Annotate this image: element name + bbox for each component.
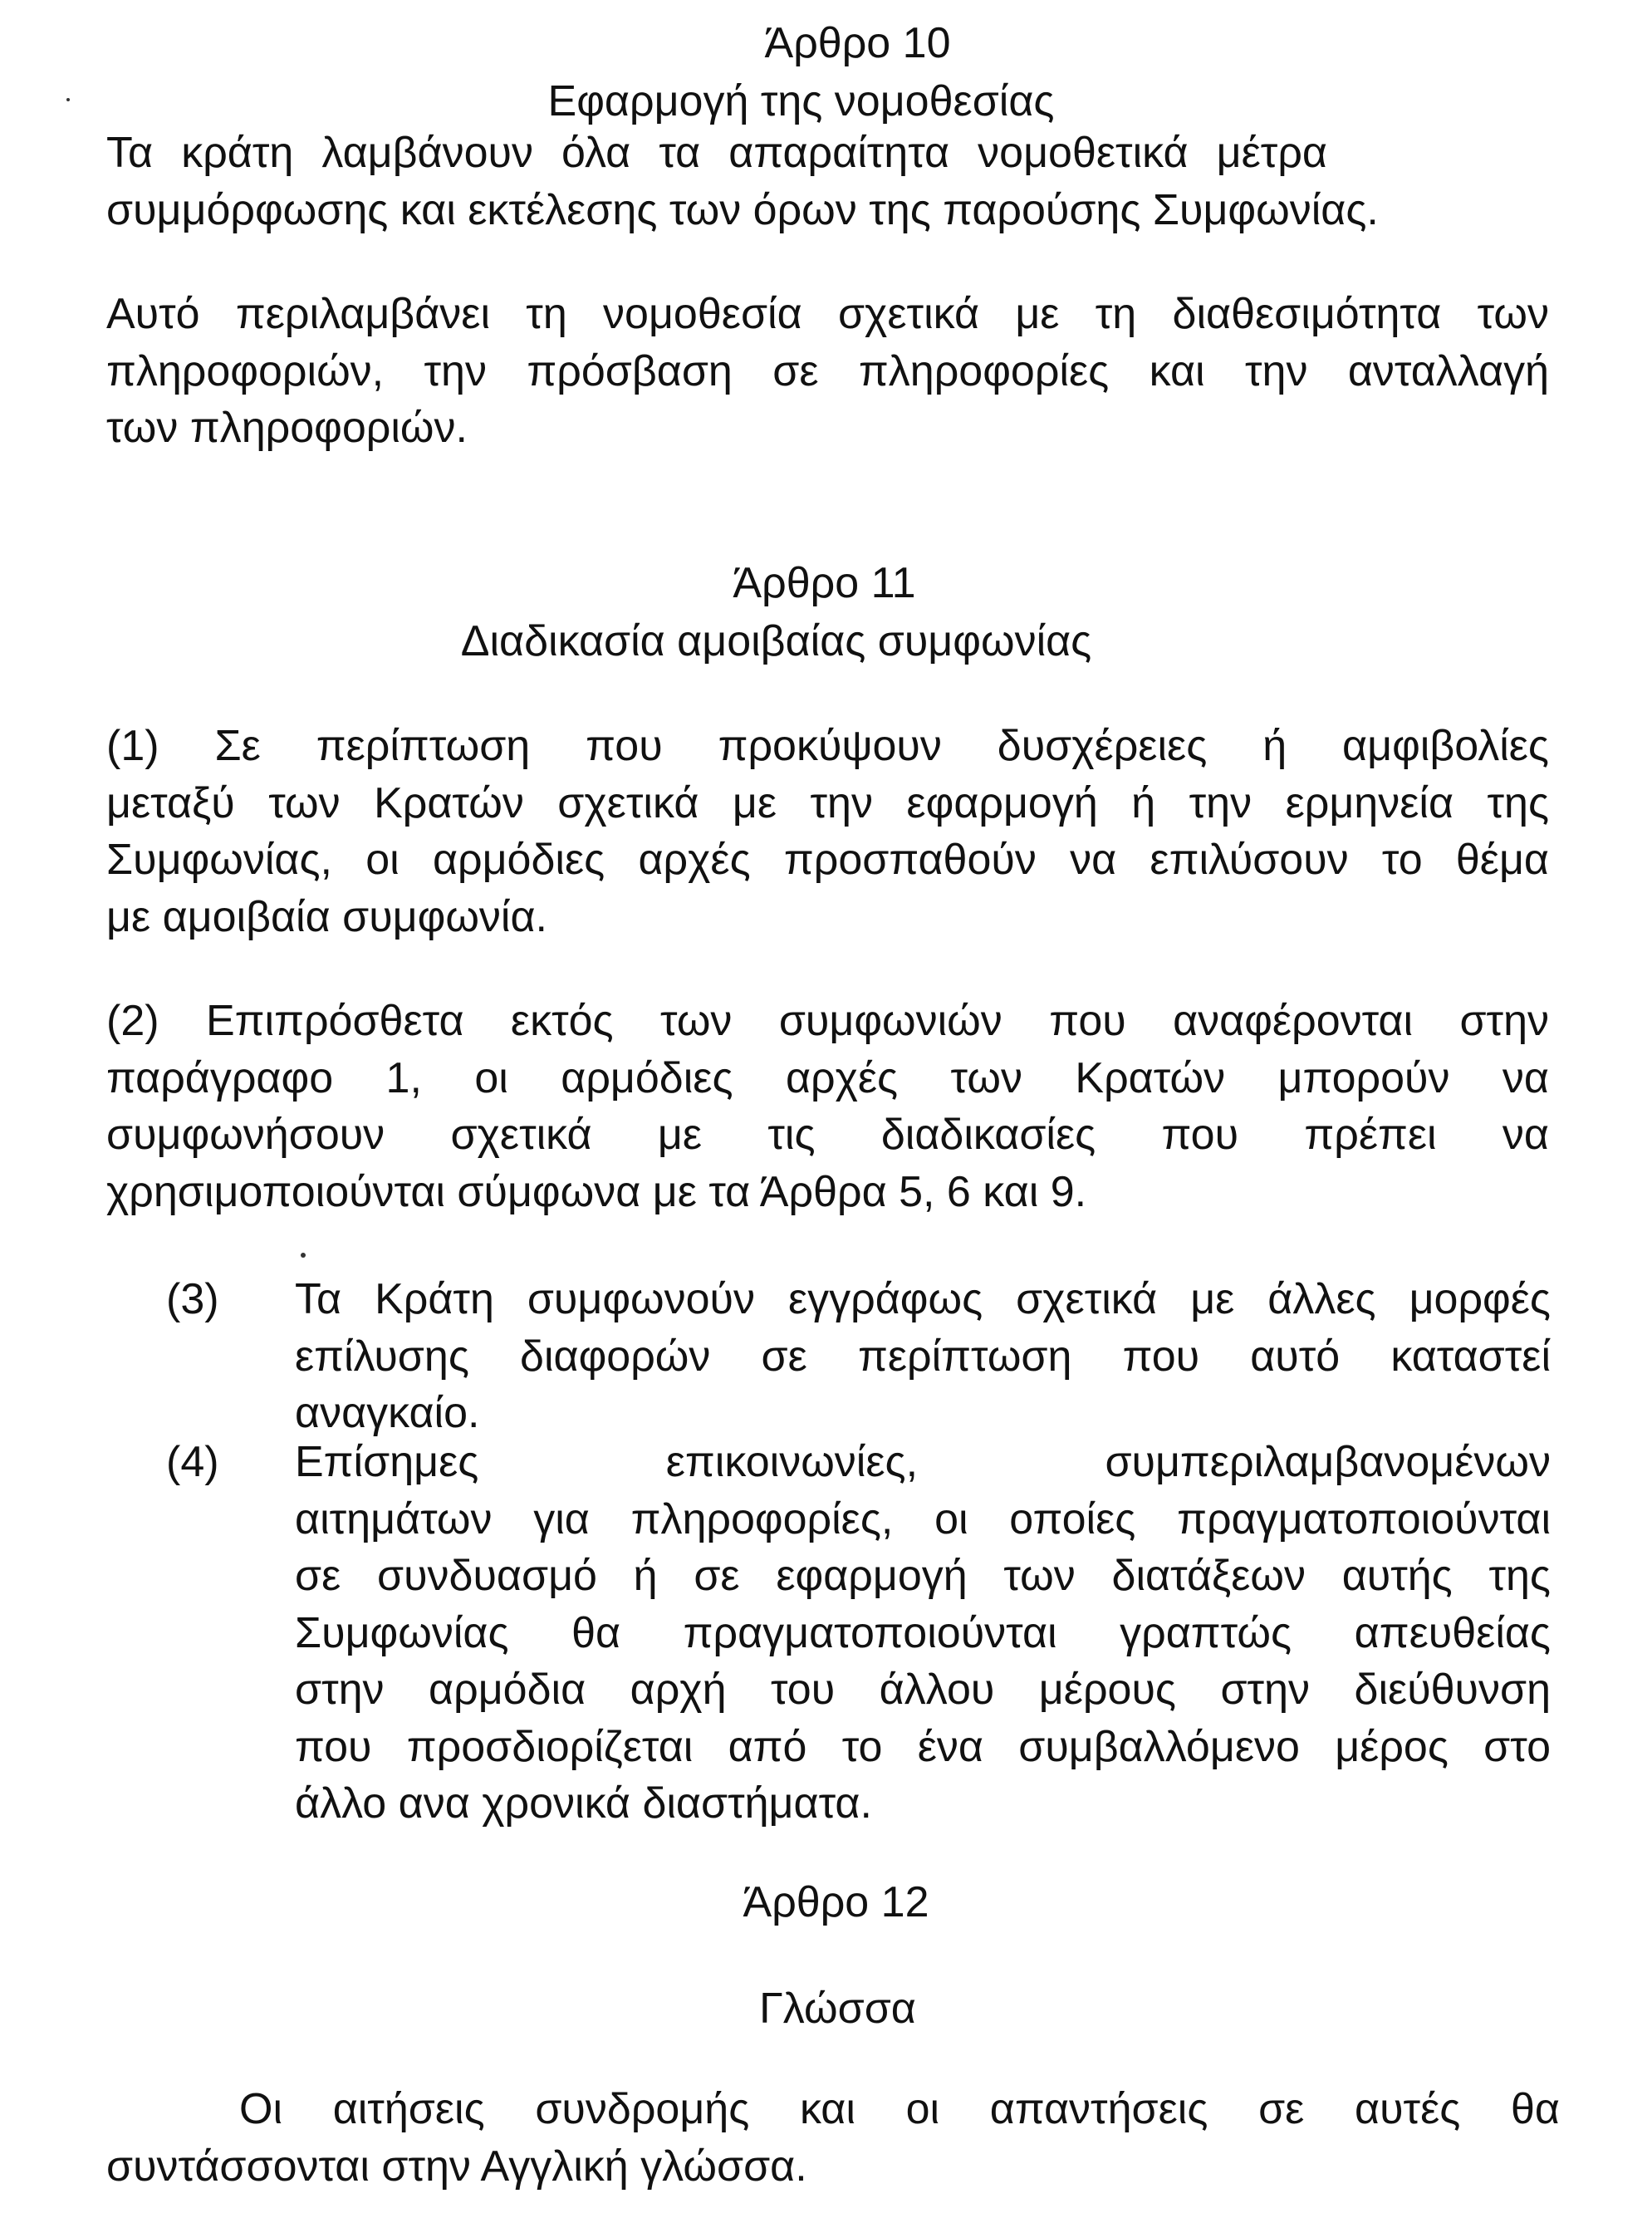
- text-line: χρησιμοποιούνται σύμφωνα με τα Άρθρα 5, 6 και 9.: [106, 1167, 1087, 1216]
- text-line: Αυτό περιλαμβάνει τη νομοθεσία σχετικά με τη διαθεσιμότητα των: [106, 290, 1549, 338]
- text-line: Οι αιτήσεις συνδρομής και οι απαντήσεις σε αυτές θα: [239, 2085, 1560, 2133]
- article-12-paragraph: [106, 2081, 1560, 2195]
- article-11-number: Άρθρο 11: [733, 559, 916, 607]
- text-line: σε συνδυασμό ή σε εφαρμογή των διατάξεων αυτής της: [295, 1552, 1551, 1600]
- text-line: Συμφωνίας θα πραγματοποιούνται γραπτώς απευθείας: [295, 1608, 1551, 1657]
- article-11-paragraph-2: [106, 993, 1549, 1220]
- text-line: στην αρμόδια αρχή του άλλου μέρους στην διεύθυνση: [295, 1666, 1551, 1714]
- text-line: αναγκαίο.: [295, 1389, 480, 1437]
- text-line: πληροφοριών, την πρόσβαση σε πληροφορίες και την ανταλλαγή: [106, 346, 1549, 395]
- text-line: που προσδιορίζεται από το ένα συμβαλλόμενο μέρος στο: [295, 1722, 1551, 1771]
- text-line: άλλο ανα χρονικά διαστήματα.: [295, 1779, 872, 1828]
- text-line: Τα κράτη λαμβάνουν όλα τα απαραίτητα νομοθετικά μέτρα: [106, 129, 1327, 177]
- text-line: Επίσημες επικοινωνίες, συμπεριλαμβανομένων: [295, 1438, 1551, 1486]
- article-11-item-3-number: (3): [166, 1275, 219, 1323]
- article-11-paragraph-1: [106, 718, 1549, 945]
- text-line: Τα Κράτη συμφωνούν εγγράφως σχετικά με άλλες μορφές: [295, 1275, 1551, 1323]
- article-10-paragraph-2: [106, 286, 1549, 457]
- article-11-paragraph-4: [295, 1434, 1551, 1833]
- article-11-paragraph-3: [295, 1271, 1551, 1442]
- article-11-item-4-number: (4): [166, 1438, 219, 1486]
- article-10-number: Άρθρο 10: [764, 19, 951, 67]
- scan-speck: [301, 1253, 306, 1258]
- text-line: των πληροφοριών.: [106, 404, 468, 452]
- text-line: συμφωνήσουν σχετικά με τις διαδικασίες που πρέπει να: [106, 1111, 1549, 1159]
- article-10-paragraph-1: [106, 125, 1460, 238]
- text-line: αιτημάτων για πληροφορίες, οι οποίες πραγματοποιούνται: [295, 1494, 1551, 1543]
- text-line: Συμφωνίας, οι αρμόδιες αρχές προσπαθούν να επιλύσουν το θέμα: [106, 836, 1549, 884]
- text-line: επίλυσης διαφορών σε περίπτωση που αυτό καταστεί: [295, 1332, 1551, 1381]
- text-line: (2) Επιπρόσθετα εκτός των συμφωνιών που αναφέρονται στην: [106, 997, 1549, 1045]
- text-line: (1) Σε περίπτωση που προκύψουν δυσχέρειες ή αμφιβολίες: [106, 722, 1549, 770]
- article-12-number: Άρθρο 12: [743, 1878, 929, 1926]
- text-line: με αμοιβαία συμφωνία.: [106, 892, 547, 941]
- text-line: συντάσσονται στην Αγγλική γλώσσα.: [106, 2142, 807, 2191]
- scan-speck: [66, 98, 70, 101]
- article-10-title: Εφαρμογή της νομοθεσίας: [547, 77, 1055, 125]
- text-line: μεταξύ των Κρατών σχετικά με την εφαρμογή ή την ερμηνεία της: [106, 778, 1549, 827]
- article-11-title: Διαδικασία αμοιβαίας συμφωνίας: [460, 617, 1092, 665]
- article-12-title: Γλώσσα: [759, 1985, 916, 2033]
- text-line: παράγραφο 1, οι αρμόδιες αρχές των Κρατών μπορούν να: [106, 1053, 1549, 1102]
- text-line: συμμόρφωσης και εκτέλεσης των όρων της παρούσης Συμφωνίας.: [106, 185, 1379, 234]
